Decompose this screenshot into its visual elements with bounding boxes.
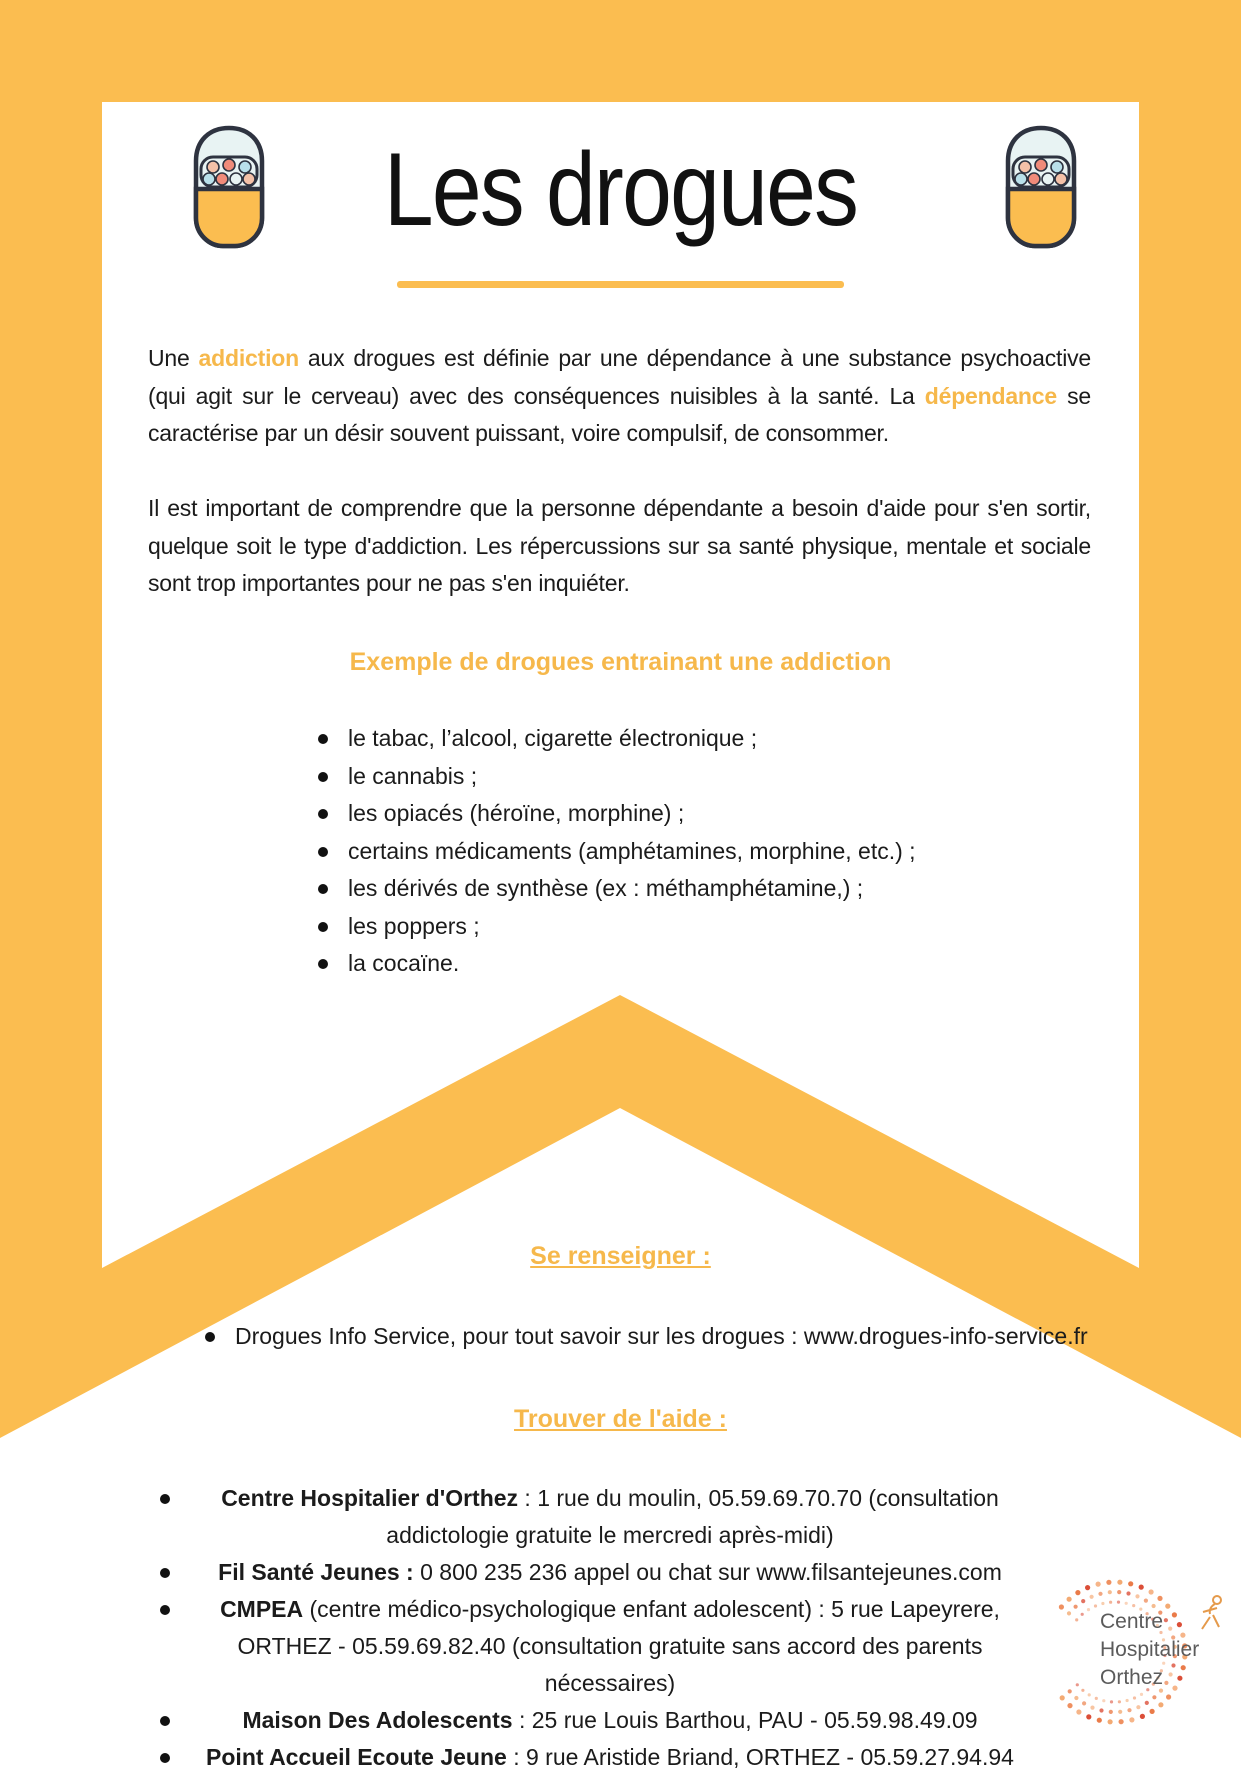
bullet xyxy=(160,1716,170,1726)
list-item: la cocaïne. xyxy=(318,945,916,983)
bullet xyxy=(160,1494,170,1504)
contact-detail: : 25 rue Louis Barthou, PAU - 05.59.98.49.09 xyxy=(512,1707,978,1733)
list-item: le cannabis ; xyxy=(318,758,916,796)
highlight-dependance: dépendance xyxy=(924,382,1057,409)
bullet xyxy=(160,1568,170,1578)
intro-text: aux drogues est définie par une dépendance à une substance psychoactive (qui agit sur le cerveau) avec des conséquences nuisibles à la santé. La xyxy=(148,345,1091,409)
contact-detail: : 1 rue du moulin, 05.59.69.70.70 (consultation addictologie gratuite le mercredi après-midi) xyxy=(386,1485,999,1548)
logo-line: Orthez xyxy=(1100,1666,1164,1689)
contact-detail: 0 800 235 236 appel ou chat sur www.filsantejeunes.com xyxy=(413,1559,1002,1585)
list-item xyxy=(160,1702,1060,1739)
logo-line: Centre xyxy=(1100,1610,1164,1633)
drug-examples-list xyxy=(318,720,916,983)
bullet xyxy=(160,1605,170,1615)
help-list xyxy=(160,1480,1060,1776)
list-item xyxy=(160,1554,1060,1591)
info-list xyxy=(205,1318,1088,1356)
list-item: les poppers ; xyxy=(318,908,916,946)
title-underline xyxy=(397,281,844,288)
list-item xyxy=(160,1591,1060,1702)
list-item: Drogues Info Service, pour tout savoir sur les drogues : www.drogues-info-service.fr xyxy=(205,1318,1088,1356)
list-item xyxy=(160,1480,1060,1554)
pill-jar-icon xyxy=(193,125,265,249)
contact-detail: (centre médico-psychologique enfant adolescent) : 5 rue Lapeyrere, ORTHEZ - 05.59.69.82.40 (consultation gratuite sans accord des parents nécessaires) xyxy=(237,1596,1000,1696)
contact-name: Point Accueil Ecoute Jeune xyxy=(206,1744,507,1770)
list-item: le tabac, l’alcool, cigarette électronique ; xyxy=(318,720,916,758)
list-item: les dérivés de synthèse (ex : méthamphétamine,) ; xyxy=(318,870,916,908)
list-item xyxy=(160,1739,1060,1776)
hospital-logo-text xyxy=(1100,1608,1199,1692)
intro-text: se caractérise par un désir souvent puissant, voire compulsif, de consommer. xyxy=(148,382,1091,446)
pill-jar-icon xyxy=(1005,125,1077,249)
contact-name: CMPEA xyxy=(220,1596,304,1622)
highlight-addiction: addiction xyxy=(198,345,299,371)
page-title: Les drogues xyxy=(383,132,858,248)
contact-name: Fil Santé Jeunes : xyxy=(218,1559,414,1585)
logo-line: Hospitalier xyxy=(1100,1638,1200,1661)
list-item: les opiacés (héroïne, morphine) ; xyxy=(318,795,916,833)
contact-name: Centre Hospitalier d'Orthez xyxy=(221,1485,519,1511)
help-heading: Trouver de l'aide : xyxy=(514,1405,727,1433)
intro-paragraph-1 xyxy=(148,340,1091,453)
info-heading: Se renseigner : xyxy=(530,1242,711,1270)
intro-text: Une xyxy=(148,345,199,371)
contact-detail: : 9 rue Aristide Briand, ORTHEZ - 05.59.27.94.94 xyxy=(506,1744,1014,1770)
intro-paragraph-2: Il est important de comprendre que la personne dépendante a besoin d'aide pour s'en sortir, quelque soit le type d'addiction. Les répercussions sur sa santé physique, mentale et sociale sont trop importantes pour ne pas s'en inquiéter. xyxy=(148,495,1091,596)
contact-name: Maison Des Adolescents xyxy=(242,1707,513,1733)
examples-heading: Exemple de drogues entrainant une addiction xyxy=(349,648,892,676)
list-item: certains médicaments (amphétamines, morphine, etc.) ; xyxy=(318,833,916,871)
